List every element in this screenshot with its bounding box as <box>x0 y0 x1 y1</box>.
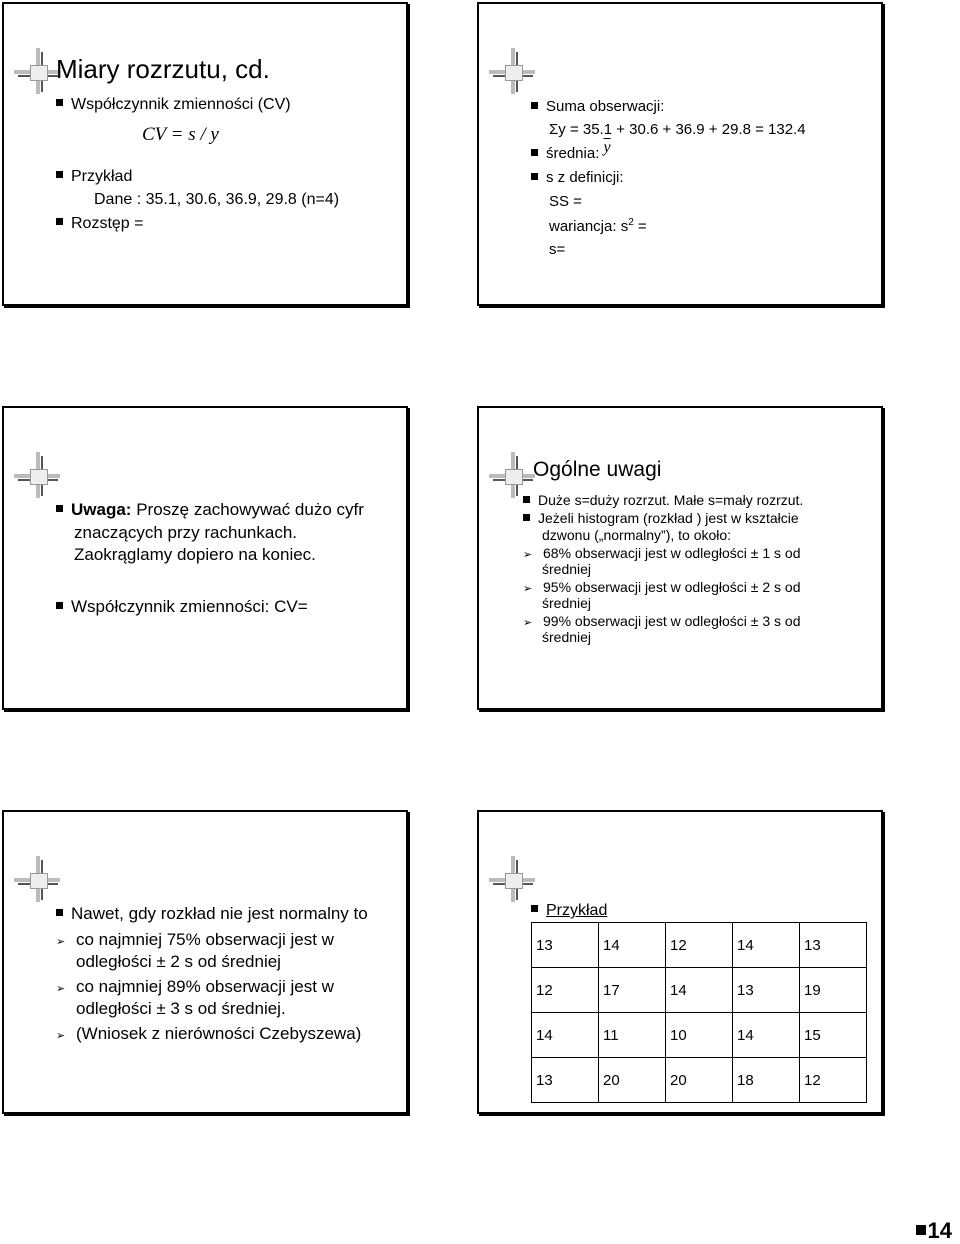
bullet-square-icon <box>531 149 538 156</box>
bullet: s z definicji: <box>531 169 624 186</box>
sub-bullet: ➢ (Wniosek z nierówności Czebyszewa) <box>56 1024 362 1043</box>
bullet: średnia: $\overline{y}$ <box>531 145 611 163</box>
table-cell: 12 <box>532 968 599 1013</box>
arrow-bullet-icon: ➢ <box>56 983 66 995</box>
table-cell: 11 <box>599 1013 666 1058</box>
sub-bullet-cont: odległości ± 3 s od średniej. <box>76 999 286 1018</box>
sub-bullet-cont: średniej <box>542 595 592 611</box>
bullet-square-icon <box>531 173 538 180</box>
slide-logo-icon <box>14 856 60 902</box>
sub-bullet-cont: odległości ± 2 s od średniej <box>76 952 281 971</box>
bullet: Jeżeli histogram (rozkład ) jest w kształcie <box>523 510 799 526</box>
sub-bullet: ➢ co najmniej 75% obserwacji jest w <box>56 930 334 949</box>
slide-4 <box>477 406 883 710</box>
table-cell: 15 <box>800 1013 867 1058</box>
slide-5 <box>2 810 408 1114</box>
note-line: Zaokrąglamy dopiero na koniec. <box>74 545 316 564</box>
slide-logo-icon <box>489 48 535 94</box>
bullet: Uwaga: Proszę zachowywać dużo cyfr <box>56 500 364 520</box>
table-cell: 20 <box>599 1058 666 1103</box>
bullet: Suma obserwacji: <box>531 98 664 115</box>
bullet-square-icon <box>56 218 63 225</box>
bullet: Przykład <box>531 902 607 920</box>
table-row <box>532 968 867 1013</box>
arrow-bullet-icon: ➢ <box>523 583 533 595</box>
arrow-bullet-icon: ➢ <box>56 1030 66 1042</box>
slide-title: Miary rozrzutu, cd. <box>56 54 270 84</box>
bullet-cont: dzwonu („normalny”), to około: <box>542 527 732 543</box>
bullet: Duże s=duży rozrzut. Małe s=mały rozrzut. <box>523 492 803 508</box>
bullet: Współczynnik zmienności (CV) <box>56 96 291 114</box>
bullet-square-icon <box>56 909 63 916</box>
bullet-square-icon <box>56 99 63 106</box>
bullet: Rozstęp = <box>56 215 143 233</box>
table-cell: 13 <box>733 968 800 1013</box>
table-cell: 14 <box>532 1013 599 1058</box>
arrow-bullet-icon: ➢ <box>523 549 533 561</box>
bullet-square-icon <box>56 602 63 609</box>
bullet-square-icon <box>916 1225 926 1235</box>
slide-logo-icon <box>14 48 60 94</box>
bullet-square-icon <box>56 171 63 178</box>
slide-title: Ogólne uwagi <box>533 458 662 481</box>
bullet: Przykład <box>56 168 132 186</box>
sub-bullet-cont: średniej <box>542 561 592 577</box>
table-cell: 14 <box>733 923 800 968</box>
bullet-square-icon <box>523 514 530 521</box>
example-table <box>531 922 867 1103</box>
table-cell: 12 <box>800 1058 867 1103</box>
arrow-bullet-icon: ➢ <box>56 936 66 948</box>
page-number: 14 <box>916 1218 952 1244</box>
slide-1 <box>2 2 408 306</box>
table-cell: 20 <box>666 1058 733 1103</box>
table-row <box>532 1013 867 1058</box>
table-cell: 13 <box>532 923 599 968</box>
sub-bullet-cont: średniej <box>542 629 592 645</box>
variance-line: wariancja: $s^2$ = <box>549 217 647 235</box>
table-cell: 18 <box>733 1058 800 1103</box>
slide-2 <box>477 2 883 306</box>
bullet: Nawet, gdy rozkład nie jest normalny to <box>56 904 368 924</box>
slide-logo-icon <box>489 856 535 902</box>
table-cell: 12 <box>666 923 733 968</box>
ss-line: SS = <box>549 193 582 210</box>
table-row <box>532 923 867 968</box>
table-cell: 14 <box>733 1013 800 1058</box>
arrow-bullet-icon: ➢ <box>523 617 533 629</box>
table-row <box>532 1058 867 1103</box>
slide-3 <box>2 406 408 710</box>
example-data: Dane : 35.1, 30.6, 36.9, 29.8 (n=4) <box>94 191 340 208</box>
sub-bullet: ➢ 95% obserwacji jest w odległości ± 2 s od <box>523 579 801 595</box>
bullet: Współczynnik zmienności: CV= <box>56 597 308 617</box>
sub-bullet: ➢ co najmniej 89% obserwacji jest w <box>56 977 334 996</box>
table-cell: 10 <box>666 1013 733 1058</box>
s-line: s= <box>549 241 566 258</box>
bullet-square-icon <box>531 102 538 109</box>
slide-6 <box>477 810 883 1114</box>
table-cell: 14 <box>599 923 666 968</box>
bullet-square-icon <box>56 505 63 512</box>
table-cell: 13 <box>532 1058 599 1103</box>
table-cell: 14 <box>666 968 733 1013</box>
bullet-square-icon <box>523 496 530 503</box>
table-cell: 13 <box>800 923 867 968</box>
sum-line: Σy = 35.1 + 30.6 + 36.9 + 29.8 = 132.4 <box>549 121 806 138</box>
sub-bullet: ➢ 99% obserwacji jest w odległości ± 3 s od <box>523 613 801 629</box>
table-cell: 19 <box>800 968 867 1013</box>
note-line: znaczących przy rachunkach. <box>74 523 297 542</box>
slide-logo-icon <box>14 452 60 498</box>
sub-bullet: ➢ 68% obserwacji jest w odległości ± 1 s od <box>523 545 801 561</box>
bullet-square-icon <box>531 905 538 912</box>
table-cell: 17 <box>599 968 666 1013</box>
formula: CV = s / y <box>142 124 219 145</box>
